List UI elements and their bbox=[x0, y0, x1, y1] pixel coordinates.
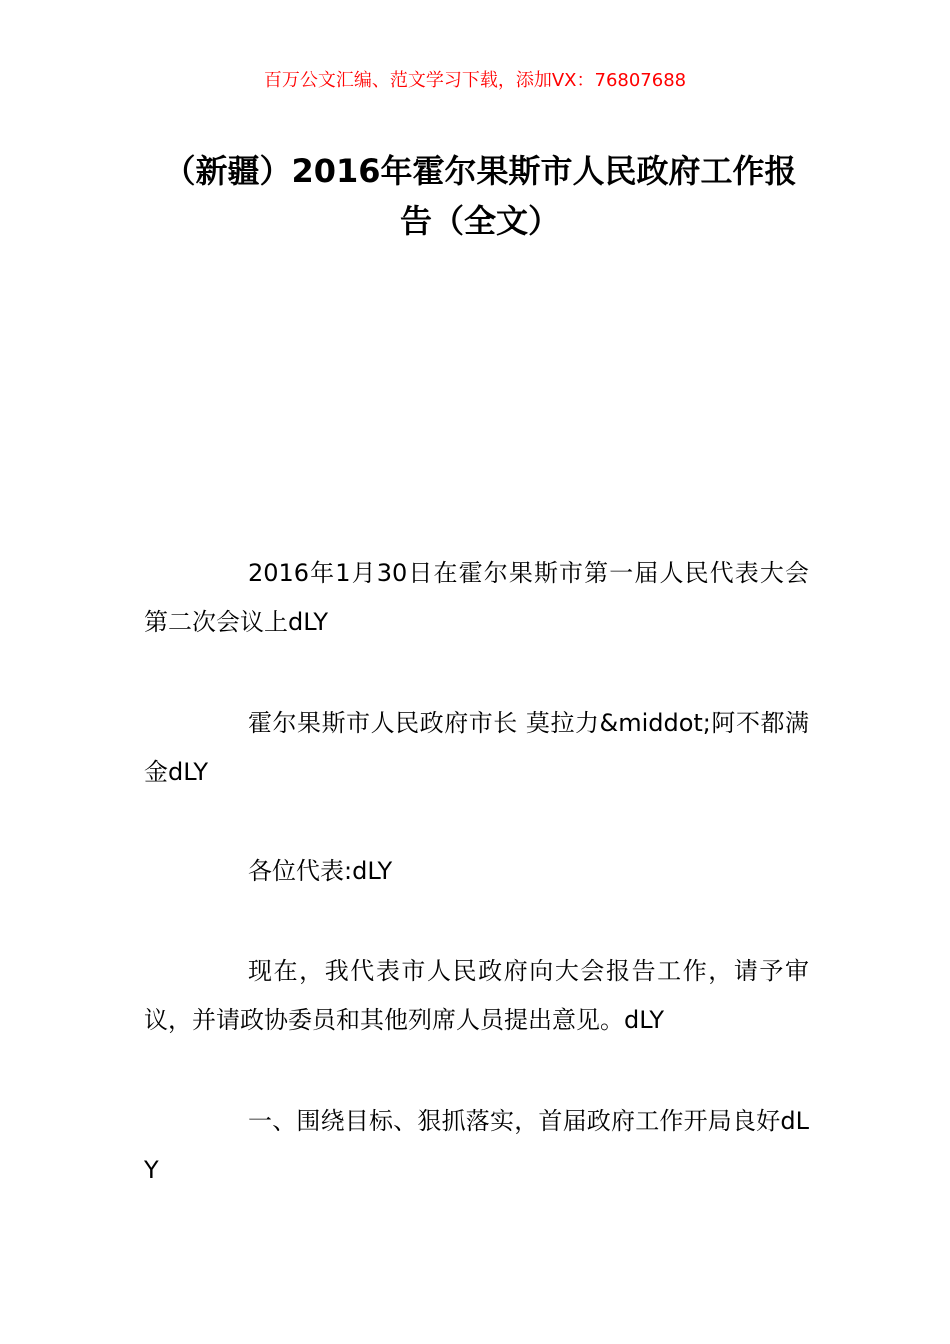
paragraph-intro: 现在，我代表市人民政府向大会报告工作，请予审议，并请政协委员和其他列席人员提出意见。dLY bbox=[144, 957, 809, 1034]
paragraph-section-heading: 一、围绕目标、狠抓落实，首届政府工作开局良好dLY bbox=[144, 1107, 809, 1184]
watermark-header-note: 百万公文汇编、范文学习下载，添加VX：76807688 bbox=[263, 70, 687, 91]
document-title: （新疆）2016年霍尔果斯市人民政府工作报告（全文） bbox=[163, 152, 797, 240]
paragraph-speaker: 霍尔果斯市人民政府市长 莫拉力&middot;阿不都满金dLY bbox=[144, 709, 809, 786]
paragraph-salutation: 各位代表:dLY bbox=[248, 857, 393, 885]
paragraph-meeting-info: 2016年1月30日在霍尔果斯市第一届人民代表大会第二次会议上dLY bbox=[144, 559, 809, 636]
